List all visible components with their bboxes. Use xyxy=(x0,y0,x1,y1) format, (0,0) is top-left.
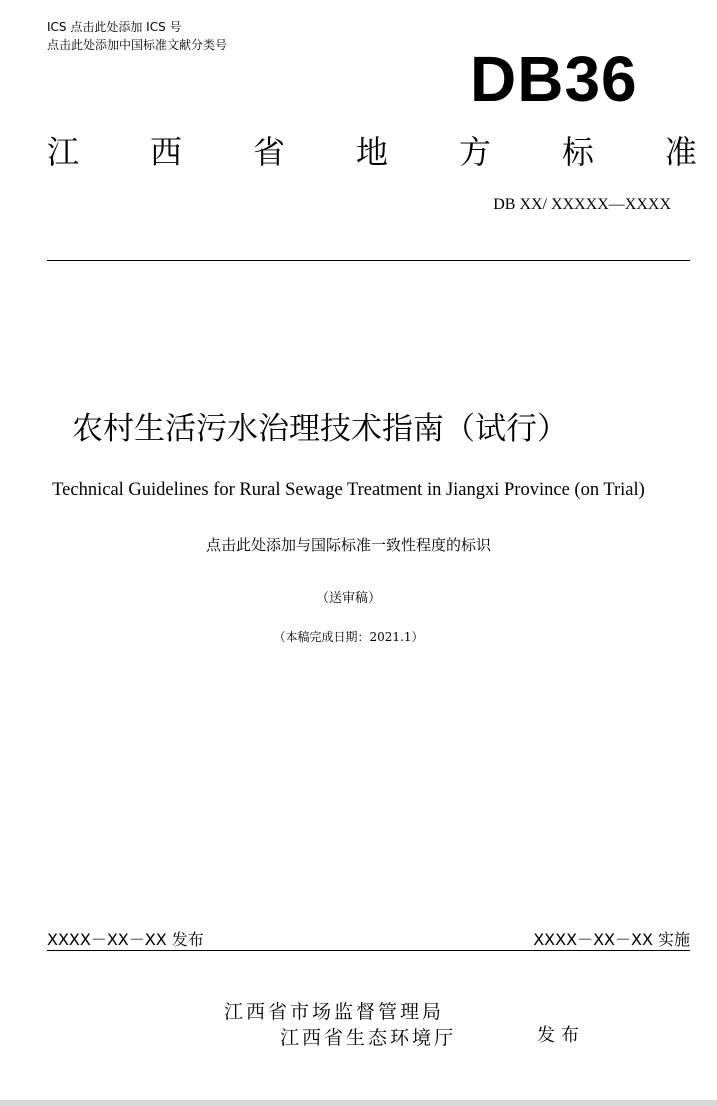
standard-type-char: 省 xyxy=(252,133,285,171)
issue-date: XXXX－XX－XX 发布 xyxy=(47,930,204,949)
ics-number: ICS 点击此处添加 ICS 号 xyxy=(47,20,182,34)
standard-type-char: 地 xyxy=(355,133,388,171)
footer-divider xyxy=(47,950,690,951)
standard-type-title xyxy=(47,132,697,172)
consistency-note: 点击此处添加与国际标准一致性程度的标识 xyxy=(205,536,491,554)
issuer-market-supervision: 江西省市场监督管理局 xyxy=(224,1001,445,1023)
issue-label: 发布 xyxy=(537,1025,585,1046)
standard-number: DB XX/ XXXXX—XXXX xyxy=(493,196,671,213)
standard-type-char: 准 xyxy=(664,133,697,171)
standard-type-char: 江 xyxy=(47,133,80,171)
standard-code: DB36 xyxy=(470,43,638,115)
draft-status: （送审稿） xyxy=(315,591,381,606)
standard-type-char: 方 xyxy=(458,133,491,171)
document-title-english: Technical Guidelines for Rural Sewage Treatment in Jiangxi Province (on Trial) xyxy=(52,480,645,500)
issuer-ecology-environment: 江西省生态环境厅 xyxy=(280,1027,457,1049)
document-title-chinese: 农村生活污水治理技术指南（试行） xyxy=(72,411,568,447)
page-bottom-edge xyxy=(0,1100,717,1106)
standard-type-char: 西 xyxy=(149,133,182,171)
standard-type-char: 标 xyxy=(561,133,594,171)
classification-number: 点击此处添加中国标准文献分类号 xyxy=(47,38,228,52)
ics-block xyxy=(47,18,227,54)
header-divider xyxy=(47,260,690,261)
completion-date: （本稿完成日期：2021.1） xyxy=(273,630,424,644)
implementation-date: XXXX－XX－XX 实施 xyxy=(533,930,690,949)
